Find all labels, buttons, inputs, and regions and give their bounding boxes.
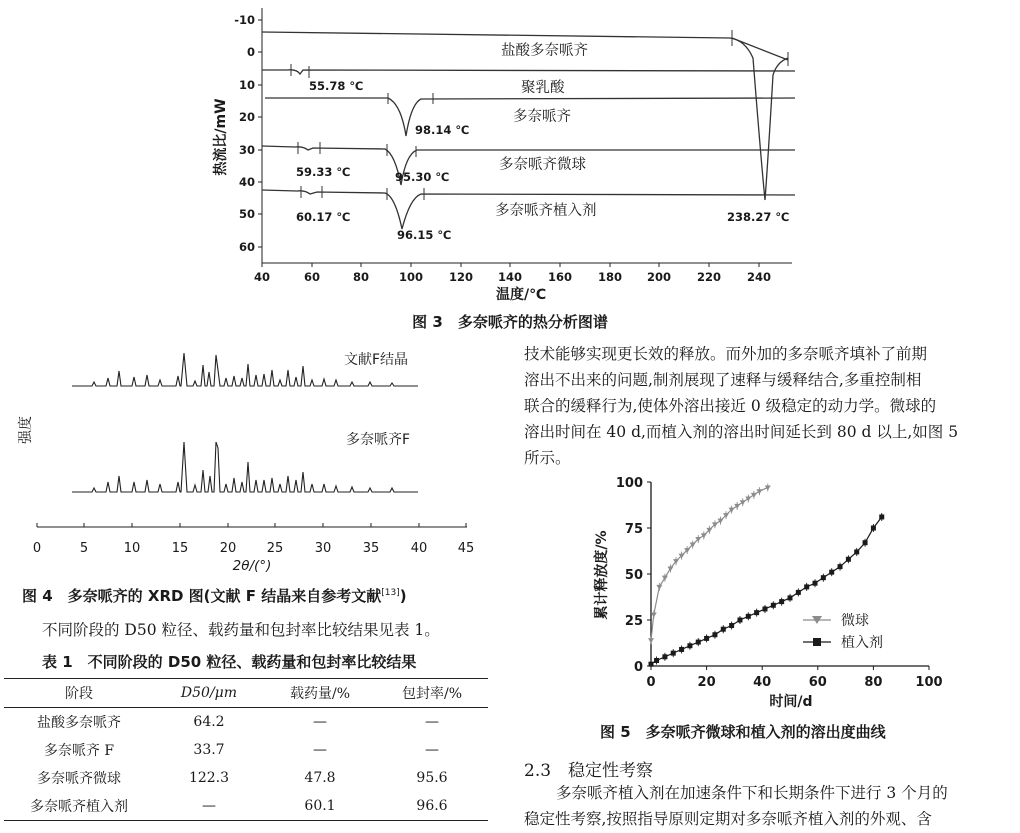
text-line: 联合的缓释行为,使体外溶出接近 0 级稳定的动力学。微球的 — [524, 397, 937, 415]
dsc-x-tick: 40 — [253, 270, 271, 284]
xrd-x-tick: 35 — [362, 541, 380, 556]
dsc-x-tick: 60 — [303, 270, 321, 284]
text-line: 技术能够实现更长效的释放。而外加的多奈哌齐填补了前期 — [524, 345, 928, 363]
data-point — [687, 643, 692, 648]
y-tick-label: 100 — [615, 476, 643, 491]
dsc-label-hcl: 盐酸多奈哌齐 — [501, 43, 588, 59]
y-tick-label: 0 — [633, 660, 643, 675]
legend-marker-square-icon — [813, 638, 821, 646]
data-point — [649, 662, 654, 667]
data-point — [721, 627, 726, 632]
dsc-x-tick: 160 — [547, 270, 573, 284]
figure5-caption: 图 5 多奈哌齐微球和植入剂的溶出度曲线 — [600, 723, 886, 741]
table-cell: 47.8 — [304, 770, 336, 786]
dsc-peak: 55.78 ℃ — [309, 79, 364, 93]
table-cell: 122.3 — [188, 770, 230, 786]
dissolution-axes — [651, 482, 929, 666]
dsc-x-tick: 180 — [597, 270, 623, 284]
data-point — [662, 654, 667, 659]
data-point — [788, 595, 793, 600]
dsc-y-tick: 40 — [238, 175, 255, 189]
table-cell: — — [313, 714, 327, 730]
x-tick-label: 100 — [915, 675, 943, 690]
data-point — [762, 606, 767, 611]
x-tick-label: 60 — [808, 675, 827, 690]
dsc-y-tick: -10 — [234, 13, 255, 27]
dissolution-x-label: 时间/d — [769, 694, 813, 710]
xrd-x-tick: 10 — [123, 541, 141, 556]
data-point — [729, 623, 734, 628]
table-cell: — — [425, 714, 439, 730]
dissolution-chart — [585, 470, 950, 715]
dsc-y-tick: 20 — [238, 110, 255, 124]
table-cell: 64.2 — [193, 714, 225, 730]
data-point — [718, 519, 724, 524]
xrd-x-tick: 25 — [266, 541, 284, 556]
data-point — [745, 497, 751, 502]
dsc-x-tick: 240 — [746, 270, 772, 284]
dissolution-y-label: 累计释放度/% — [594, 530, 610, 620]
data-point — [734, 504, 740, 509]
dsc-y-tick: 0 — [246, 45, 255, 59]
section-heading: 2.3 稳定性考察 — [524, 761, 654, 781]
data-point — [662, 576, 668, 581]
data-point — [821, 575, 826, 580]
data-point — [804, 584, 809, 589]
data-point — [679, 647, 684, 652]
right-paragraph — [524, 341, 1014, 471]
data-point — [796, 590, 801, 595]
stability-paragraph — [524, 780, 1014, 832]
text-line: 多奈哌齐植入剂在加速条件下和长期条件下进行 3 个月的 — [556, 784, 948, 802]
data-point — [838, 564, 843, 569]
dsc-x-tick: 80 — [352, 270, 370, 284]
dsc-x-tick: 220 — [696, 270, 722, 284]
y-tick-label: 50 — [624, 568, 643, 583]
table-cell: 多奈哌齐植入剂 — [4, 792, 154, 821]
data-point — [879, 514, 884, 519]
dsc-label-implant: 多奈哌齐植入剂 — [495, 203, 597, 219]
dsc-label-pla: 聚乳酸 — [521, 80, 565, 96]
table-cell: 多奈哌齐 F — [43, 743, 115, 759]
text-line: 所示。 — [524, 449, 571, 467]
dsc-x-label: 温度/℃ — [495, 287, 547, 303]
y-tick-label: 75 — [624, 522, 643, 537]
data-point — [771, 603, 776, 608]
table-cell: 95.6 — [416, 770, 448, 786]
dsc-peak: 95.30 ℃ — [395, 170, 450, 184]
x-tick-label: 40 — [753, 675, 772, 690]
xrd-x-tick: 5 — [79, 541, 89, 556]
table-cell: 33.7 — [193, 742, 225, 758]
data-point — [651, 612, 657, 617]
dsc-x-tick: 140 — [497, 270, 523, 284]
data-point — [667, 566, 673, 571]
table-header: D50/μm — [154, 679, 264, 708]
data-point — [779, 599, 784, 604]
dsc-y-label: 热流比/mW — [213, 98, 229, 176]
table-row — [4, 792, 488, 821]
figure4-caption-ref: [13] — [381, 588, 400, 598]
xrd-x-tick: 45 — [457, 541, 475, 556]
table-header: 包封率/% — [376, 679, 488, 708]
table-intro-paragraph: 不同阶段的 D50 粒径、载药量和包封率比较结果见表 1。 — [42, 621, 440, 639]
xrd-label-literature: 文献F结晶 — [344, 352, 409, 368]
xrd-pattern-donepezil-f — [72, 442, 418, 492]
data-point — [671, 651, 676, 656]
text-line: 溶出不出来的问题,制剂展现了速释与缓释结合,多重控制相 — [524, 371, 922, 389]
table-row — [4, 736, 488, 764]
table-cell: 盐酸多奈哌齐 — [37, 715, 121, 731]
xrd-x-tick: 20 — [219, 541, 237, 556]
legend-label-implant: 植入剂 — [841, 635, 883, 651]
data-point — [712, 632, 717, 637]
table-header: 载药量/% — [264, 679, 376, 708]
table-header-row — [4, 679, 488, 708]
figure4-caption-text: 图 4 多奈哌齐的 XRD 图(文献 F 结晶来自参考文献 — [22, 587, 382, 605]
dsc-x-tick: 100 — [398, 270, 424, 284]
data-point — [754, 610, 759, 615]
table-row — [4, 708, 488, 737]
data-point — [701, 533, 707, 538]
data-point — [756, 489, 762, 494]
table1-title: 表 1 不同阶段的 D50 粒径、载药量和包封率比较结果 — [42, 653, 417, 671]
dsc-peak: 98.14 ℃ — [415, 123, 470, 137]
dsc-y-tick: 50 — [238, 207, 255, 221]
xrd-x-tick: 0 — [32, 541, 42, 556]
dsc-x-tick: 120 — [448, 270, 474, 284]
dsc-peak: 96.15 ℃ — [397, 228, 452, 242]
data-point — [854, 549, 859, 554]
figure3-caption: 图 3 多奈哌齐的热分析图谱 — [412, 313, 608, 331]
dsc-label-donepezil: 多奈哌齐 — [513, 109, 571, 125]
dsc-peak: 238.27 ℃ — [727, 210, 790, 224]
data-point — [813, 581, 818, 586]
table-row — [4, 764, 488, 792]
data-point — [737, 618, 742, 623]
dsc-chart — [205, 0, 805, 305]
dissolution-legend — [803, 612, 883, 651]
dsc-peak: 59.33 ℃ — [296, 165, 351, 179]
text-line: 稳定性考察,按照指导原则定期对多奈哌齐植入剂的外观、含 — [524, 810, 932, 828]
xrd-label-donepezil-f: 多奈哌齐F — [346, 432, 411, 448]
xrd-y-label: 强度 — [18, 416, 34, 444]
xrd-x-label: 2θ/(°) — [232, 558, 272, 574]
data-point — [746, 614, 751, 619]
data-point — [871, 526, 876, 531]
data-point — [863, 540, 868, 545]
data-point — [654, 658, 659, 663]
figure4-caption-end: ) — [399, 587, 407, 605]
text-line: 溶出时间在 40 d,而植入剂的溶出时间延长到 80 d 以上,如图 5 — [524, 423, 959, 441]
xrd-chart — [0, 340, 490, 575]
xrd-x-tick: 30 — [314, 541, 332, 556]
dsc-peak: 60.17 ℃ — [296, 210, 351, 224]
dsc-trace-pla — [262, 70, 795, 74]
table-cell: 60.1 — [264, 792, 376, 821]
data-point — [751, 493, 757, 498]
data-point — [656, 585, 662, 590]
table-cell: 96.6 — [376, 792, 488, 821]
x-tick-label: 20 — [697, 675, 716, 690]
table-cell: — — [154, 792, 264, 821]
data-point — [696, 640, 701, 645]
dsc-label-microsphere: 多奈哌齐微球 — [499, 157, 586, 173]
x-tick-label: 80 — [864, 675, 883, 690]
data-point — [740, 500, 746, 505]
data-point — [704, 636, 709, 641]
x-tick-label: 0 — [646, 675, 656, 690]
dsc-y-tick: 30 — [238, 143, 255, 157]
table-cell: — — [313, 742, 327, 758]
y-tick-label: 25 — [624, 614, 643, 629]
data-point — [846, 557, 851, 562]
legend-label-microsphere: 微球 — [841, 613, 869, 629]
data-point — [829, 570, 834, 575]
xrd-x-tick: 15 — [171, 541, 189, 556]
data-point — [648, 638, 654, 643]
dsc-y-tick: 60 — [238, 240, 255, 254]
table1 — [4, 678, 488, 821]
table-cell: — — [425, 742, 439, 758]
table-cell: 多奈哌齐微球 — [37, 771, 121, 787]
xrd-x-tick: 40 — [410, 541, 428, 556]
dsc-y-tick: 10 — [238, 78, 255, 92]
table-header: 阶段 — [4, 679, 154, 708]
figure4-caption — [22, 585, 407, 606]
dsc-x-tick: 200 — [646, 270, 672, 284]
